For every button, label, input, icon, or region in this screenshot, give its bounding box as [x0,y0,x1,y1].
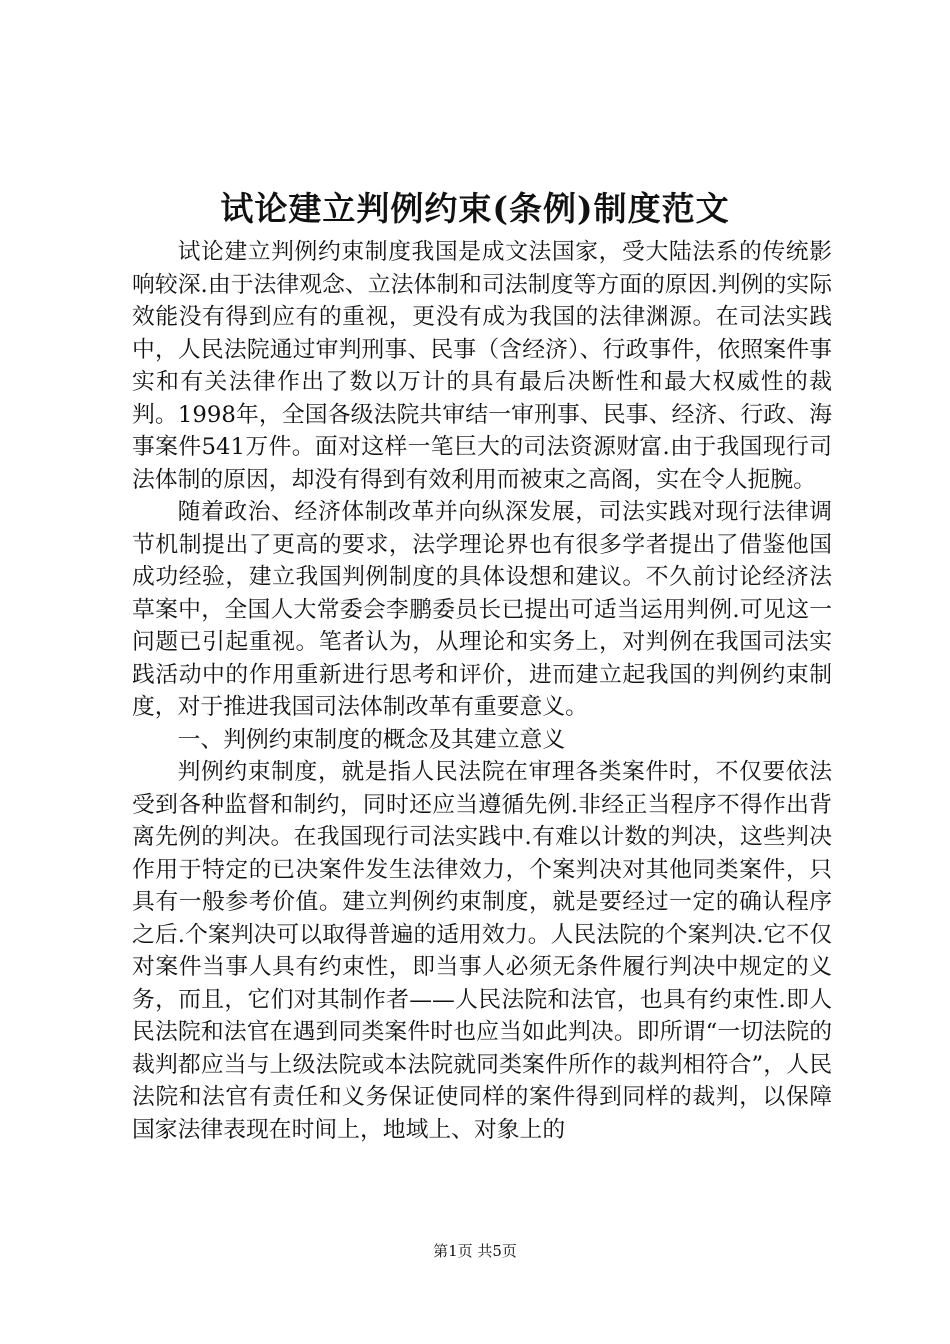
paragraph-1: 试论建立判例约束制度我国是成文法国家，受大陆法系的传统影响较深.由于法律观念、立法体制和司法制度等方面的原因.判例的实际效能没有得到应有的重视，更没有成为我国的法律渊源。在司法实践中，人民法院通过审判刑事、民事（含经济）、行政事件，依照案件事实和有关法律作出了数以万计的具有最后决断性和最大权威性的裁判。1998年，全国各级法院共审结一审刑事、民事、经济、行政、海事案件541万件。面对这样一笔巨大的司法资源财富.由于我国现行司法体制的原因，却没有得到有效利用而被束之高阁，实在令人扼腕。 [132,239,832,493]
document-body [132,236,832,1146]
paragraph-3: 判例约束制度，就是指人民法院在审理各类案件时，不仅要依法受到各种监督和制约，同时还应当遵循先例.非经正当程序不得作出背离先例的判决。在我国现行司法实践中.有难以计数的判决，这些判决作用于特定的已决案件发生法律效力，个案判决对其他同类案件，只具有一般参考价值。建立判例约束制度，就是要经过一定的确认程序之后.个案判决可以取得普遍的适用效力。人民法院的个案判决.它不仅对案件当事人具有约束性，即当事人必须无条件履行判决中规定的义务，而且，它们对其制作者——人民法院和法官，也具有约束性.即人民法院和法官在遇到同类案件时也应当如此判决。即所谓“一切法院的裁判都应当与上级法院或本法院就同类案件所作的裁判相符合”，人民法院和法官有责任和义务保证使同样的案件得到同样的裁判，以保障国家法律表现在时间上，地域上、对象上的 [132,759,832,1143]
section-heading-1: 一、判例约束制度的概念及其建立意义 [177,726,566,753]
paragraph-2: 随着政治、经济体制改革并向纵深发展，司法实践对现行法律调节机制提出了更高的要求，法学理论界也有很多学者提出了借鉴他国成功经验，建立我国判例制度的具体设想和建议。不久前讨论经济法草案中，全国人大常委会李鹏委员长已提出可适当运用判例.可见这一问题已引起重视。笔者认为，从理论和实务上，对判例在我国司法实践活动中的作用重新进行思考和评价，进而建立起我国的判例约束制度，对于推进我国司法体制改革有重要意义。 [132,499,832,720]
document-title: 试论建立判例约束(条例)制度范文 [220,189,730,228]
page-footer: 第1页 共5页 [433,1242,517,1260]
